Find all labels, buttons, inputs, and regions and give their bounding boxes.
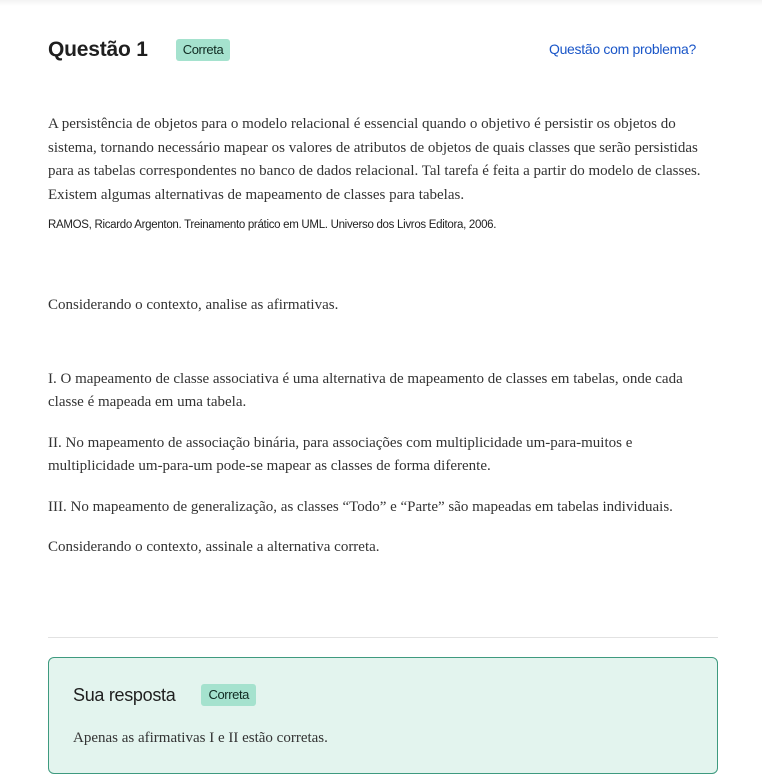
top-shadow: [0, 0, 762, 6]
section-divider: [48, 637, 718, 638]
statement-instruction: Considerando o contexto, assinale a alternativa correta.: [48, 539, 380, 555]
statement-item-2: II. No mapeamento de associação binária, para associações com multiplicidade um-para-muitos e multiplicidade um-para-um pode-se mapear as classes de forma diferente.: [48, 434, 633, 474]
statement-paragraph: A persistência de objetos para o modelo relacional é essencial quando o objetivo é persistir os objetos do sistema, tornando necessário mapear os valores de atributos de objetos de quais classes que serão persistidas para as tabelas correspondentes no banco de dados relacional. Tal tarefa é feita a partir do modelo de classes. Existem algumas alternativas de mapeamento de classes para tabelas.: [48, 116, 701, 203]
statement-reference: RAMOS, Ricardo Argenton. Treinamento prático em UML. Universo dos Livros Editora, 2006.: [48, 219, 497, 231]
answer-header: [73, 684, 256, 706]
question-statement: [48, 113, 718, 560]
question-header: [48, 36, 696, 64]
statement-context: Considerando o contexto, analise as afirmativas.: [48, 297, 339, 313]
status-badge: Correta: [176, 39, 231, 61]
statement-item-1: I. O mapeamento de classe associativa é uma alternativa de mapeamento de classes em tabelas, onde cada classe é mapeada em uma tabela.: [48, 370, 683, 410]
statement-item-3: III. No mapeamento de generalização, as classes “Todo” e “Parte” são mapeadas em tabelas individuais.: [48, 498, 673, 515]
answer-status-badge: Correta: [201, 684, 256, 706]
report-problem-link[interactable]: Questão com problema?: [548, 41, 696, 57]
answer-text: Apenas as afirmativas I e II estão corretas.: [73, 730, 328, 746]
question-title: Questão 1: [48, 38, 148, 61]
answer-title: Sua resposta: [73, 684, 176, 705]
answer-card: [48, 657, 718, 774]
